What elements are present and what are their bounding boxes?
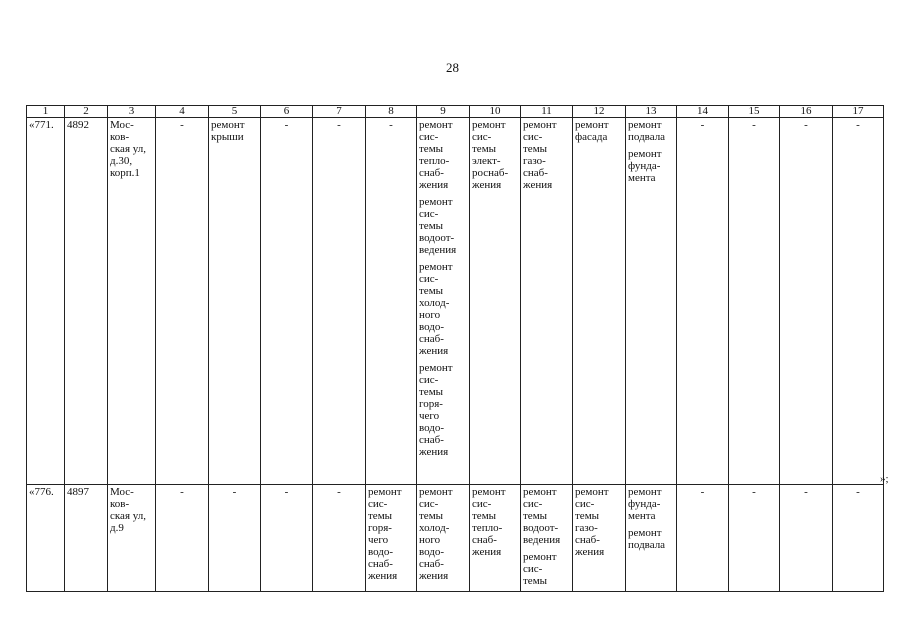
table-cell xyxy=(780,118,833,485)
column-header: 16 xyxy=(780,106,833,118)
table-cell xyxy=(573,485,626,592)
table-cell xyxy=(626,485,677,592)
table-cell xyxy=(209,485,261,592)
cell-text: - xyxy=(856,486,860,498)
cell-text: ремонт подвала xyxy=(628,527,666,551)
cell-text: ремонт сис- темы тепло- снаб- жения xyxy=(472,486,506,558)
cell-text: - xyxy=(856,119,860,131)
cell-text: ремонт сис- темы холод- ного водо- снаб- жения xyxy=(419,261,453,357)
table-cell xyxy=(470,485,521,592)
cell-text: 4892 xyxy=(67,119,89,131)
table-cell xyxy=(417,485,470,592)
table-cell xyxy=(521,485,573,592)
column-header: 2 xyxy=(65,106,108,118)
column-header: 4 xyxy=(156,106,209,118)
cell-text: - xyxy=(752,119,756,131)
table-cell xyxy=(313,485,366,592)
cell-text: ремонт фунда- мента xyxy=(628,148,662,184)
column-header: 11 xyxy=(521,106,573,118)
table-cell xyxy=(573,118,626,485)
column-header: 13 xyxy=(626,106,677,118)
column-header: 7 xyxy=(313,106,366,118)
column-header: 12 xyxy=(573,106,626,118)
column-header: 1 xyxy=(27,106,65,118)
cell-text: «776. xyxy=(29,486,54,498)
cell-text: - xyxy=(389,119,393,131)
column-header: 9 xyxy=(417,106,470,118)
cell-text: 4897 xyxy=(67,486,89,498)
cell-text: - xyxy=(337,486,341,498)
cell-text: ремонт сис- темы газо- снаб- жения xyxy=(575,486,609,558)
table-cell xyxy=(833,118,884,485)
cell-text: ремонт крыши xyxy=(211,119,245,143)
page-number: 28 xyxy=(446,60,459,75)
column-header: 6 xyxy=(261,106,313,118)
cell-text: ремонт фунда- мента xyxy=(628,486,662,522)
table-cell xyxy=(209,118,261,485)
table-cell xyxy=(27,485,65,592)
cell-text: - xyxy=(337,119,341,131)
cell-text: - xyxy=(804,119,808,131)
table-cell xyxy=(313,118,366,485)
cell-text: ремонт сис- темы газо- снаб- жения xyxy=(523,119,557,191)
cell-text: ремонт сис- темы горя- чего водо- снаб- жения xyxy=(419,362,453,458)
table-cell xyxy=(417,118,470,485)
cell-text: - xyxy=(752,486,756,498)
cell-text: - xyxy=(700,119,705,131)
column-header: 17 xyxy=(833,106,884,118)
table-cell xyxy=(521,118,573,485)
table-cell xyxy=(833,485,884,592)
column-header: 14 xyxy=(677,106,729,118)
table-cell xyxy=(261,118,313,485)
cell-text: ремонт сис- темы xyxy=(523,551,557,587)
cell-text: ремонт сис- темы горя- чего водо- снаб- жения xyxy=(368,486,402,582)
table-cell xyxy=(27,118,65,485)
column-header: 15 xyxy=(729,106,780,118)
cell-text: - xyxy=(180,486,184,498)
table-cell xyxy=(65,118,108,485)
table-cell xyxy=(108,485,156,592)
cell-text: «771. xyxy=(29,119,54,131)
cell-text: - xyxy=(700,486,705,498)
cell-text: Мос- ков- ская ул, д.30, корп.1 xyxy=(110,119,147,179)
column-header: 3 xyxy=(108,106,156,118)
table-cell xyxy=(108,118,156,485)
table-cell xyxy=(261,485,313,592)
table-cell xyxy=(65,485,108,592)
cell-text: ремонт сис- темы элект- роснаб- жения xyxy=(472,119,509,191)
table-cell xyxy=(677,118,729,485)
table-cell xyxy=(780,485,833,592)
cell-text: ремонт фасада xyxy=(575,119,609,143)
cell-text: ремонт подвала xyxy=(628,119,666,143)
cell-text: ремонт сис- темы водоот- ведения xyxy=(419,196,457,256)
table-cell xyxy=(366,118,417,485)
table-cell xyxy=(470,118,521,485)
table-row xyxy=(27,485,884,592)
table-cell xyxy=(729,118,780,485)
cell-text: ремонт сис- темы тепло- снаб- жения xyxy=(419,119,453,191)
cell-text: - xyxy=(284,486,289,498)
table-cell xyxy=(156,485,209,592)
table-cell xyxy=(156,118,209,485)
table-cell xyxy=(729,485,780,592)
column-header: 8 xyxy=(366,106,417,118)
table-cell xyxy=(366,485,417,592)
header-row xyxy=(27,106,884,118)
cell-text: - xyxy=(804,486,808,498)
table-cell xyxy=(677,485,729,592)
repair-schedule-table xyxy=(26,105,884,592)
cell-text: Мос- ков- ская ул, д.9 xyxy=(110,486,147,534)
column-header: 5 xyxy=(209,106,261,118)
table-row xyxy=(27,118,884,485)
cell-text: - xyxy=(232,486,237,498)
cell-text: - xyxy=(284,119,289,131)
cell-text: ремонт сис- темы холод- ного водо- снаб- жения xyxy=(419,486,453,582)
cell-text: ремонт сис- темы водоот- ведения xyxy=(523,486,561,546)
table-cell xyxy=(626,118,677,485)
column-header: 10 xyxy=(470,106,521,118)
closing-quote-mark: »; xyxy=(880,473,889,485)
cell-text: - xyxy=(180,119,184,131)
